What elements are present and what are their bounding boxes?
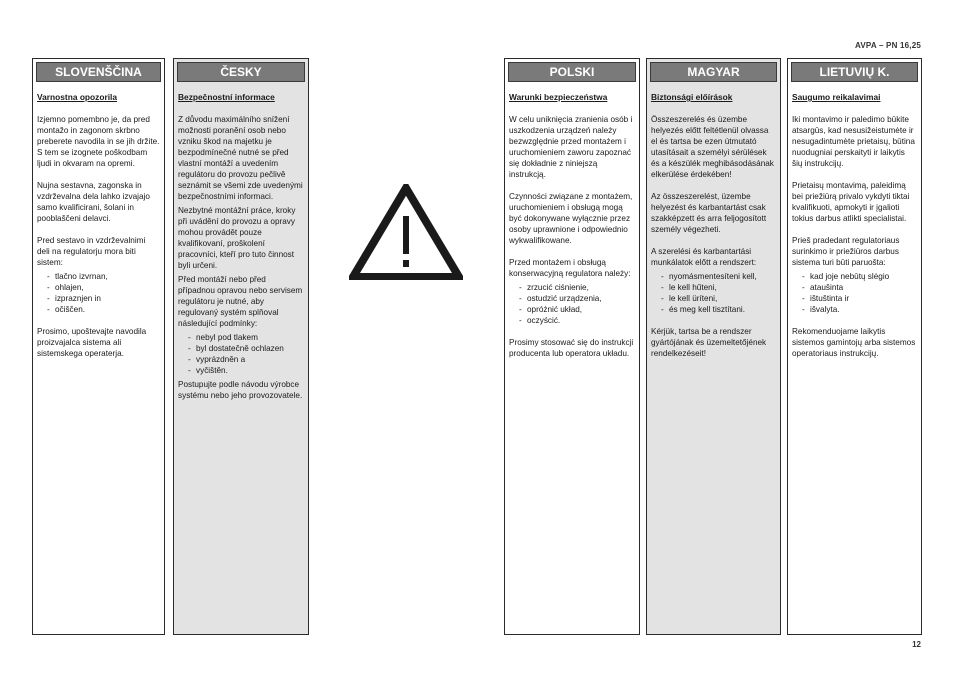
paragraph: W celu uniknięcia zranienia osób i uszkodzenia urządzeń należy bezwzględnie przed montażem i uruchomieniem zaworu zapoznać się dokładnie z niniejszą instrukcją. [509, 115, 633, 179]
column-body [647, 82, 780, 359]
list-item: - išvalyta. [792, 304, 917, 315]
list-item: - vyčištěn. [178, 365, 304, 376]
bullet-list [178, 332, 304, 376]
list-item: - le kell hűteni, [651, 282, 776, 293]
list-item: - oczyścić. [509, 315, 635, 326]
paragraph: Nezbytné montážní práce, kroky při uvádění do provozu a opravy mohou provádět pouze kvalifikovaní, proškolení pracovníci, kteří pro tuto činnost byli určeni. [178, 206, 296, 270]
list-item: - ohlajen, [37, 282, 160, 293]
list-item: - ištuštinta ir [792, 293, 917, 304]
list-item: - izpraznjen in [37, 293, 160, 304]
warning-triangle-icon [349, 184, 463, 280]
section-title: Biztonsági előírások [651, 92, 733, 102]
section-title: Varnostna opozorila [37, 92, 118, 102]
column-title: SLOVENŠČINA [36, 62, 161, 82]
column-magyar [646, 58, 781, 635]
page-number: 12 [912, 640, 921, 649]
paragraph: Izjemno pomembno je, da pred montažo in zagonom skrbno preberete navodila in se jih držite. S tem se izognete poškodbam ljudi in okvaram na opremi. [37, 115, 160, 168]
list-item: - opróżnić układ, [509, 304, 635, 315]
section-title: Saugumo reikalavimai [792, 92, 881, 102]
paragraph: Iki montavimo ir paledimo būkite atsargūs, kad nesusižeistumėte ir nesugadintumėte prietaisų, būtina nuodugniai perskaityti ir laikytis šių instrukcijų. [792, 115, 915, 168]
paragraph: Z důvodu maximálního snížení možnosti poranění osob nebo vzniku škod na majetku je bezpodmínečné nutné se před vlastní montáží a uvedením regulátoru do provozu pečlivě seznámit se všemi zde uvedenými bezpečnostními informaci. [178, 115, 303, 201]
list-item: - tlačno izvrnan, [37, 271, 160, 282]
paragraph: Před montáží nebo před případnou opravou nebo servisem regulátoru je nutné, aby regulovaný systém splňoval následující podmínky: [178, 275, 303, 328]
list-item: - kad joje nebūtų slėgio [792, 271, 917, 282]
list-item: - vyprázdněn a [178, 354, 304, 365]
column-body [505, 82, 639, 359]
column-title: ČESKY [177, 62, 305, 82]
paragraph: Prosimo, upoštevajte navodila proizvajalca sistema ali sistemskega operaterja. [37, 327, 147, 358]
paragraph: Pred sestavo in vzdrževalnimi deli na regulatorju mora biti sistem: [37, 236, 146, 267]
paragraph: Prietaisų montavimą, paleidimą bei priežiūrą privalo vykdyti tiktai kvalifikuoti, apmokyti ir įgalioti tokius darbus atlikti specialistai. [792, 181, 910, 223]
list-item: - očiščen. [37, 304, 160, 315]
paragraph: Przed montażem i obsługą konserwacyjną regulatora należy: [509, 258, 631, 278]
column-title: LIETUVIŲ K. [791, 62, 918, 82]
list-item: - ataušinta [792, 282, 917, 293]
section-title: Bezpečnostní informace [178, 92, 275, 102]
list-item: - ostudzić urządzenia, [509, 293, 635, 304]
paragraph: Prosimy stosować się do instrukcji producenta lub operatora układu. [509, 338, 634, 358]
bullet-list [651, 271, 776, 315]
column-polski [504, 58, 640, 635]
paragraph: Nujna sestavna, zagonska in vzdrževalna dela lahko izvajajo samo kvalificirani, šolani in pooblaščeni delavci. [37, 181, 150, 223]
column-slovenscina [32, 58, 165, 635]
paragraph: Kérjük, tartsa be a rendszer gyártójának és üzemeltetőjének rendelkezéseit! [651, 327, 767, 358]
list-item: - le kell üríteni, [651, 293, 776, 304]
list-item: - és meg kell tisztítani. [651, 304, 776, 315]
column-title: POLSKI [508, 62, 636, 82]
column-cesky [173, 58, 309, 635]
paragraph: A szerelési és karbantartási munkálatok előtt a rendszert: [651, 247, 757, 267]
bullet-list [509, 282, 635, 326]
bullet-list [37, 271, 160, 315]
column-title: MAGYAR [650, 62, 777, 82]
paragraph: Az összeszerelést, üzembe helyezést és karbantartást csak szakképzett és arra feljogosított személy végezheti. [651, 192, 767, 234]
list-item: - zrzucić ciśnienie, [509, 282, 635, 293]
paragraph: Postupujte podle návodu výrobce systému nebo jeho provozovatele. [178, 380, 303, 400]
bullet-list [792, 271, 917, 315]
paragraph: Prieš pradedant regulatoriaus surinkimo ir priežiūros darbus sistema turi būti paruošta: [792, 236, 900, 267]
column-lietuviu [787, 58, 922, 635]
paragraph: Rekomenduojame laikytis sistemos gamintojų arba sistemos operatoriaus instrukcijų. [792, 327, 916, 358]
list-item: - nebyl pod tlakem [178, 332, 304, 343]
paragraph: Összeszerelés és üzembe helyezés előtt feltétlenül olvassa el és tartsa be ezen útmutató utasításait a személyi sérülések és a készülék meghibásodásának elkerülése érdekében! [651, 115, 774, 179]
paragraph: Czynności związane z montażem, uruchomieniem i obsługą mogą być dokonywane wyłącznie przez osoby uprawnione i odpowiednio wykwalifikowane. [509, 192, 633, 245]
list-item: - nyomásmentesíteni kell, [651, 271, 776, 282]
column-body [788, 82, 921, 359]
column-body [33, 82, 164, 359]
column-body [174, 82, 308, 401]
document-reference: AVPA – PN 16,25 [855, 41, 921, 50]
list-item: - byl dostatečně ochlazen [178, 343, 304, 354]
section-title: Warunki bezpieczeństwa [509, 92, 608, 102]
